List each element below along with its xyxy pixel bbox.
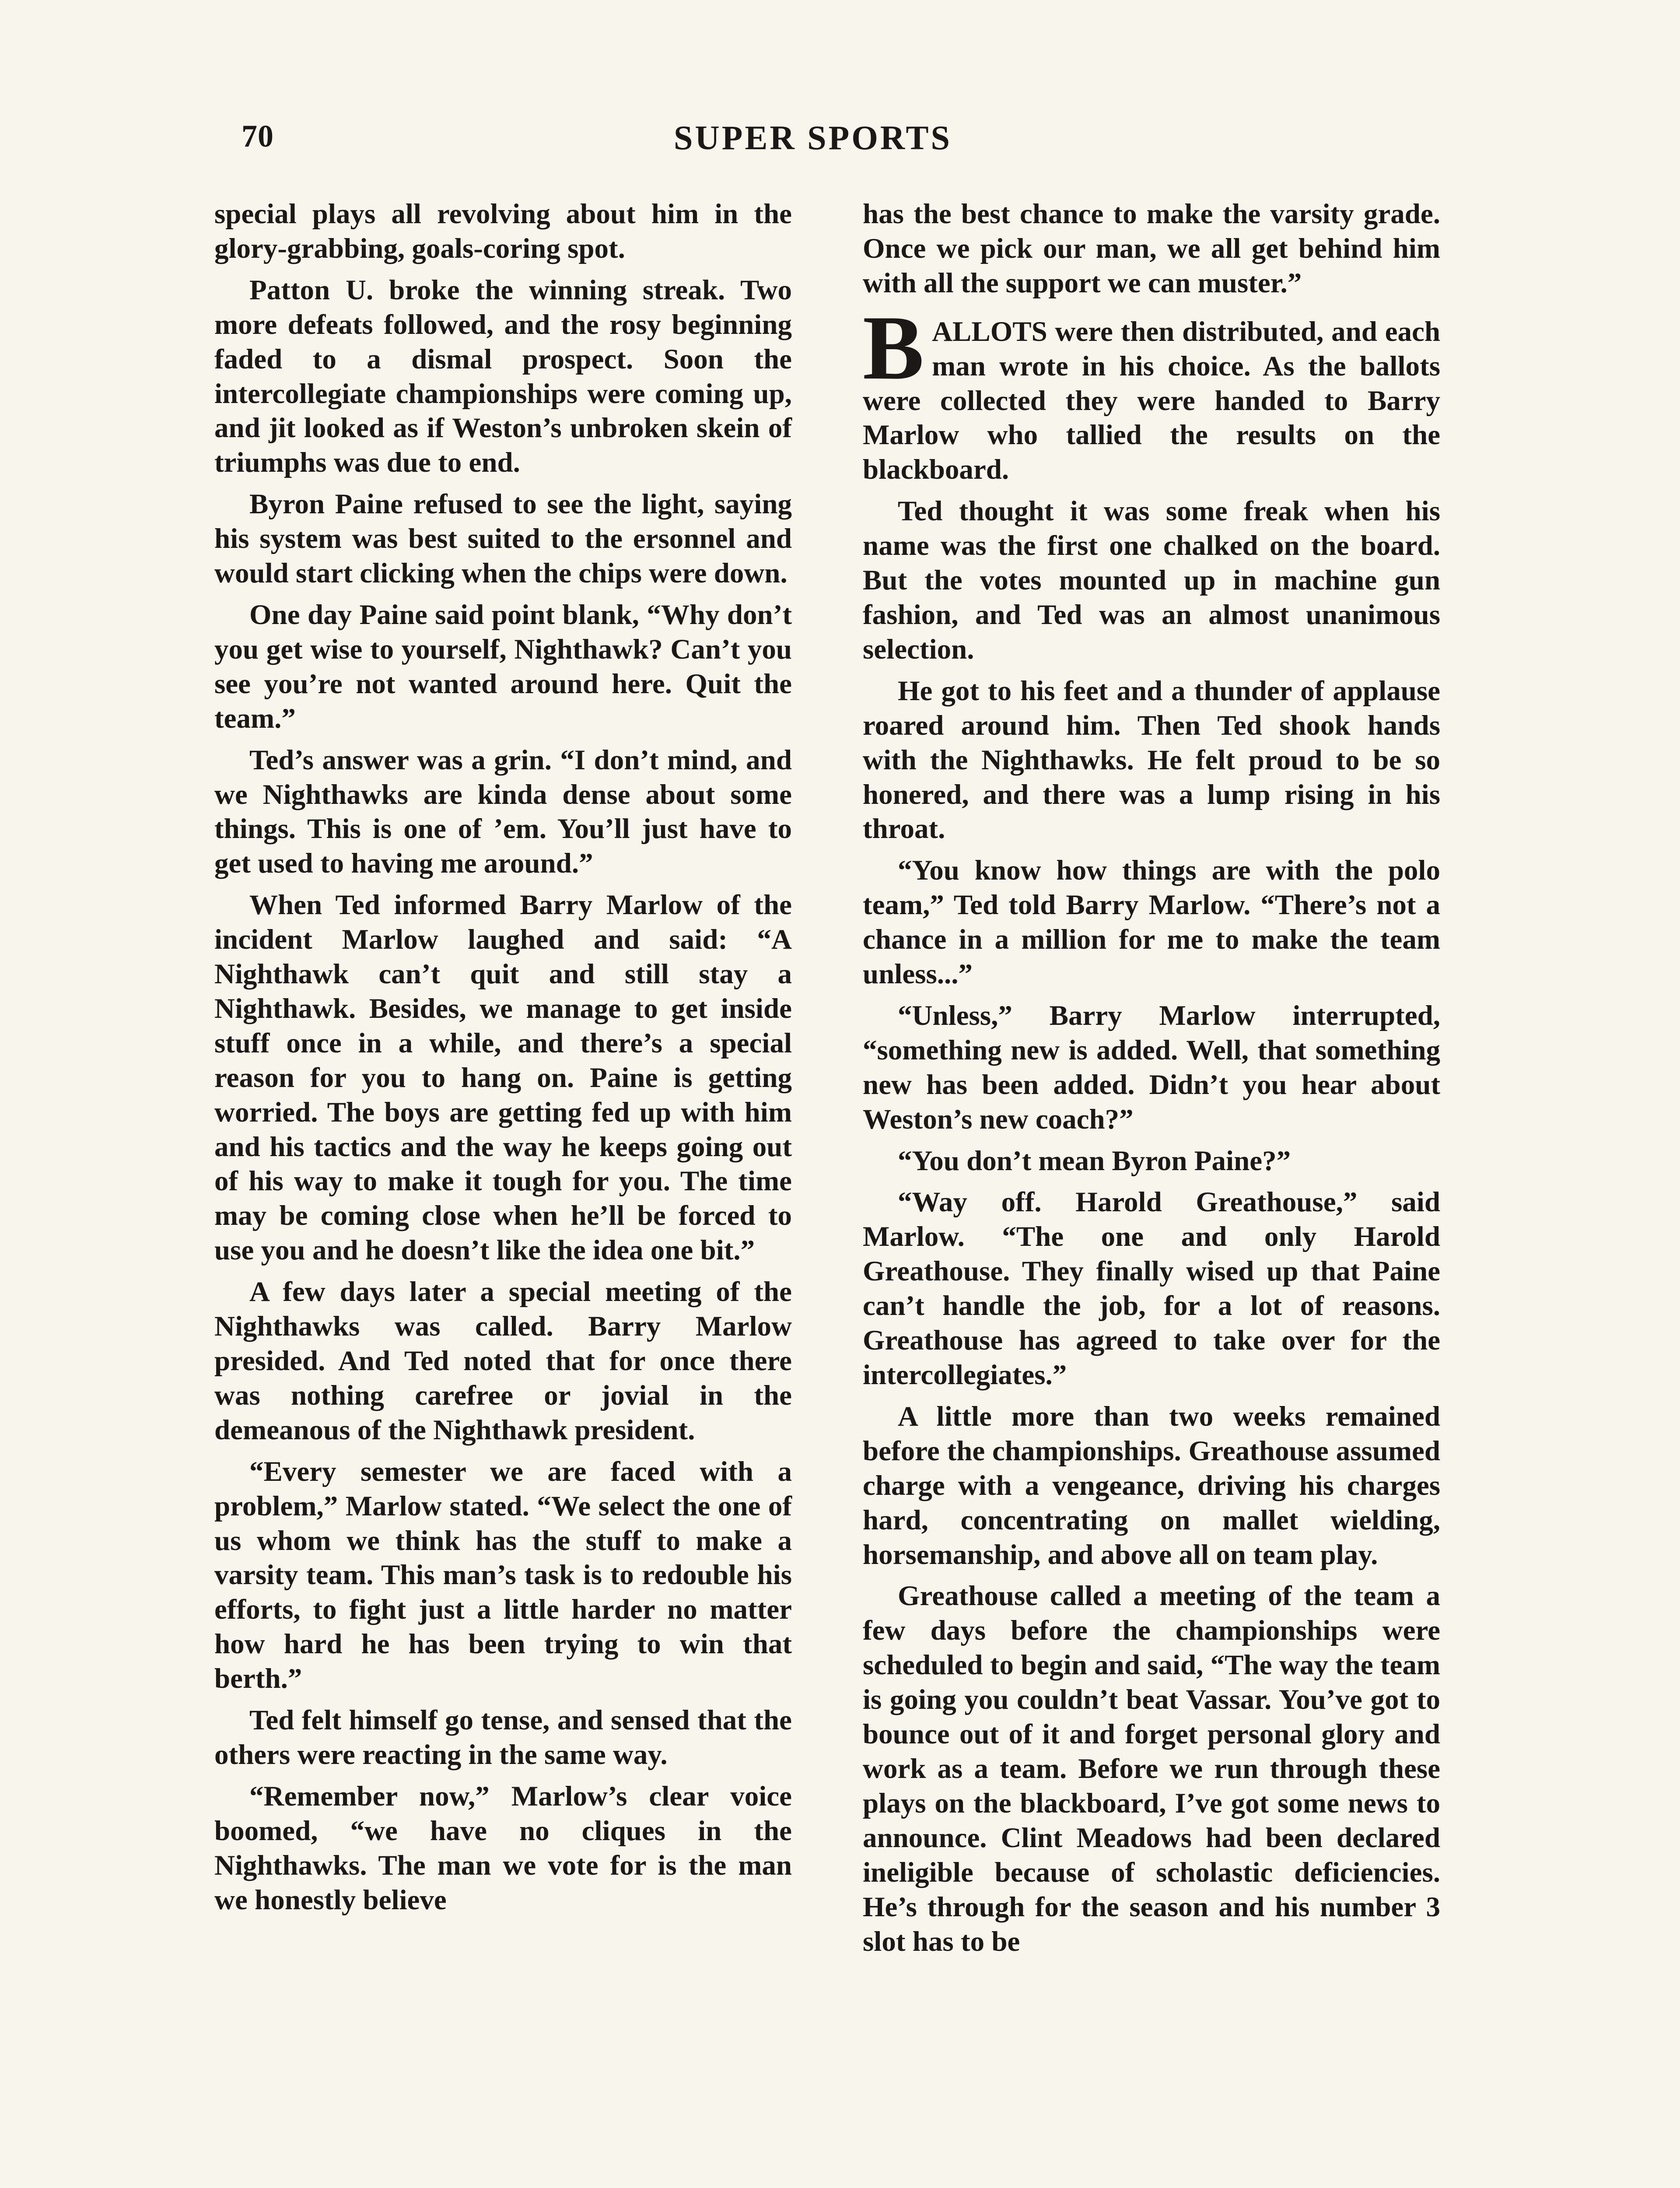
story-paragraph: “Every semester we are faced with a problem,” Marlow stated. “We select the one of us whom we think has the stuff to make a varsity team. This man’s task is to redouble his efforts, to fight just a little harder no matter how hard he has been trying to win that berth.” xyxy=(214,1455,792,1695)
story-paragraph: He got to his feet and a thunder of applause roared around him. Then Ted shook hands with the Nighthawks. He felt proud to be so honered, and there was a lump rising in his throat. xyxy=(863,675,1440,845)
story-paragraph: One day Paine said point blank, “Why don’t you get wise to yourself, Nighthawk? Can’t you see you’re not wanted around here. Quit the team.” xyxy=(214,599,792,734)
story-paragraph: “You don’t mean Byron Paine?” xyxy=(898,1145,1291,1177)
story-paragraph: special plays all revolving about him in the glory-grabbing, goals-coring spot. xyxy=(214,198,792,264)
drop-cap-letter: B xyxy=(863,297,924,399)
story-paragraph: A few days later a special meeting of the Nighthawks was called. Barry Marlow presided. And Ted noted that for once there was nothing carefree or jovial in the demeanous of the Nighthawk president. xyxy=(214,1276,792,1446)
page-header xyxy=(242,118,1466,162)
story-paragraph: Ted felt himself go tense, and sensed that the others were reacting in the same way. xyxy=(214,1704,792,1771)
story-paragraph: When Ted informed Barry Marlow of the incident Marlow laughed and said: “A Nighthawk can’t quit and still stay a Nighthawk. Besides, we manage to get inside stuff once in a while, and there’s a special reason for you to hang on. Paine is getting worried. The boys are getting fed up with him and his tactics and the way he keeps going out of his way to make it tough for you. The time may be coming close when he’ll be forced to use you and he doesn’t like the idea one bit.” xyxy=(214,889,792,1266)
story-paragraph: “You know how things are with the polo team,” Ted told Barry Marlow. “There’s not a chance in a million for me to make the team unless...” xyxy=(863,855,1440,990)
story-paragraph: Patton U. broke the winning streak. Two more defeats followed, and the rosy beginning faded to a dismal prospect. Soon the intercollegiate championships were coming up, and jit looked as if Weston’s unbroken skein of triumphs was due to end. xyxy=(214,274,792,479)
story-paragraph: “Remember now,” Marlow’s clear voice boomed, “we have no cliques in the Nighthawks. The man we vote for is the man we honestly believe xyxy=(214,1780,792,1916)
story-paragraph: Ted thought it was some freak when his name was the first one chalked on the board. But the votes mounted up in machine gun fashion, and Ted was an almost unanimous selection. xyxy=(863,495,1440,665)
story-paragraph: “Way off. Harold Greathouse,” said Marlow. “The one and only Harold Greathouse. They finally wised up that Paine can’t handle the job, for a lot of reasons. Greathouse has agreed to take over for the intercollegiates.” xyxy=(863,1186,1440,1391)
story-paragraph: has the best chance to make the varsity grade. Once we pick our man, we all get behind him with all the support we can muster.” xyxy=(863,198,1440,299)
right-text-column xyxy=(863,197,1440,1966)
magazine-title: SUPER SPORTS xyxy=(674,119,952,157)
story-paragraph: A little more than two weeks remained before the championships. Greathouse assumed charge with a vengeance, driving his charges hard, concentrating on mallet wielding, horsemanship, and above all on team play. xyxy=(863,1400,1440,1571)
story-paragraph: “Unless,” Barry Marlow interrupted, “something new is added. Well, that something new has been added. Didn’t you hear about Weston’s new coach?” xyxy=(863,999,1440,1135)
story-paragraph: Ted’s answer was a grin. “I don’t mind, and we Nighthawks are kinda dense about some things. This is one of ’em. You’ll just have to get used to having me around.” xyxy=(214,744,792,880)
story-paragraph: Greathouse called a meeting of the team a few days before the championships were scheduled to begin and said, “The way the team is going you couldn’t beat Vassar. You’ve got to bounce out of it and forget personal glory and work as a team. Before we run through these plays on the blackboard, I’ve got some news to announce. Clint Meadows had been declared ineligible because of scholastic deficiencies. He’s through for the season and his number 3 slot has to be xyxy=(863,1580,1440,1957)
left-text-column xyxy=(214,197,792,1925)
dropcap-paragraph xyxy=(863,297,1440,487)
page-number: 70 xyxy=(242,119,274,154)
story-paragraph: Byron Paine refused to see the light, saying his system was best suited to the ersonnel and would start clicking when the chips were down. xyxy=(214,488,792,589)
dropcap-paragraph-text: ALLOTS were then distributed, and each man wrote in his choice. As the ballots were collected they were handed to Barry Marlow who tallied the results on the blackboard. xyxy=(863,316,1440,486)
